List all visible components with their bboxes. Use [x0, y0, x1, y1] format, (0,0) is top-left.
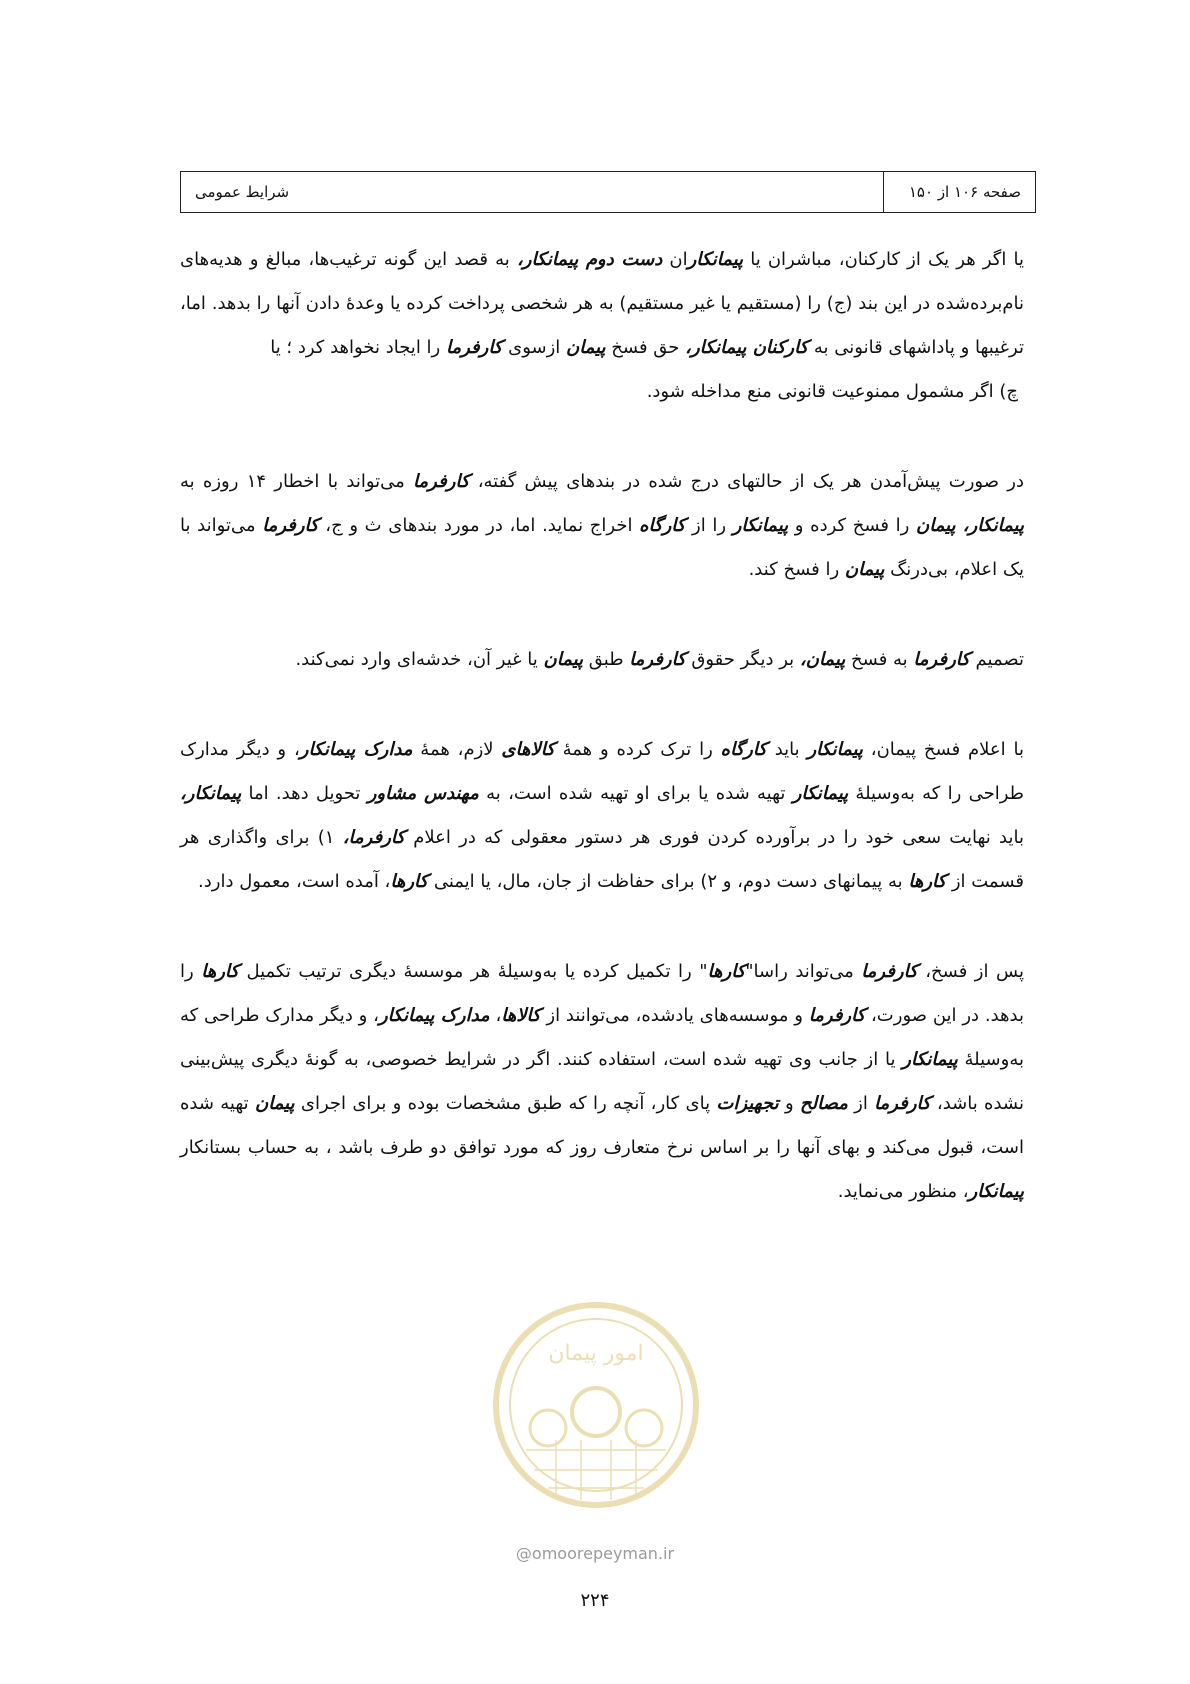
text-run: پس از فسخ، [917, 961, 1024, 982]
gear-icon [626, 1410, 662, 1446]
text-run: را ترک کرده و همهٔ [554, 739, 721, 760]
term: دست دوم پیمانکار، [516, 249, 663, 270]
text-run: ازسوی [502, 337, 566, 358]
paragraph-5 [180, 950, 1024, 1214]
term: کارگاه [720, 739, 767, 760]
text-run: به قصد این گونه ترغیب‌ها، مبالغ و هدیه‌های نام‌برده‌شده در این بند (ج) را (مستقیم یا غیر مستقیم) به هر شخصی پرداخت کرده یا وعدهٔ دادن آنها را بدهد. اما، ترغیبها و پاداشهای قانونی به [180, 249, 1024, 358]
term: کارفرما [629, 649, 686, 670]
term: مصالح [800, 1093, 848, 1114]
text-run: و موسسه‌های یادشده، می‌توانند از [540, 1005, 809, 1026]
term: کارفرما [413, 471, 470, 492]
term: کارفرما، [342, 827, 405, 848]
term: تجهیزات [716, 1093, 779, 1114]
text-run: می‌تواند با اخطار ۱۴ روزه به [180, 471, 414, 492]
text-run: و [778, 1093, 800, 1114]
page-number: ۲۲۴ [580, 1590, 610, 1611]
text-run: " را تکمیل کرده یا به‌وسیلهٔ هر موسسهٔ دیگری ترتیب تکمیل [238, 961, 708, 982]
term: کالاهای [501, 739, 555, 760]
term: پیمان [566, 337, 606, 358]
text-run: اخراج نماید. اما، در مورد بندهای ث و ج، [318, 515, 640, 536]
text-run: ان [662, 249, 688, 270]
term: پیمان، [799, 649, 846, 670]
page-header [180, 171, 1036, 213]
text-run: تصمیم [969, 649, 1024, 670]
term: کارفرما [262, 515, 319, 536]
text-run: را ایجاد نخواهد کرد ؛ یا [270, 337, 446, 358]
clause-che: چ) اگر مشمول ممنوعیت قانونی منع مداخله شود. [646, 381, 1018, 402]
term: کارها [908, 871, 947, 892]
paragraph-1 [180, 238, 1024, 370]
text-run: ، منظور می‌نماید. [837, 1181, 969, 1202]
text-run: با اعلام فسخ پیمان، [862, 739, 1024, 760]
text-run: را از [685, 515, 733, 536]
text-run: ، آمده است، معمول دارد. [198, 871, 391, 892]
text-run: حق فسخ [605, 337, 686, 358]
term: کارفرما [874, 1093, 931, 1114]
text-run: را فسخ کرده و [788, 515, 916, 536]
text-run: ، و دیگر مدارک طراحی را که به‌وسیلهٔ [180, 739, 1024, 804]
term: پیمان [844, 559, 885, 580]
text-run: یا از جانب وی تهیه شده است، استفاده کنند. اگر در شرایط خصوصی، به گونهٔ دیگری پیش‌بینی نشده باشد، [180, 1049, 1025, 1114]
text-run: یا غیر آن، خدشه‌ای وارد نمی‌کند. [295, 649, 544, 670]
term: کارفرما [808, 1005, 866, 1026]
term: پیمانکار [732, 515, 789, 536]
term: کارها [201, 961, 239, 982]
text-run: ، و دیگر مدارک طراحی که به‌وسیلهٔ [180, 1005, 1024, 1070]
watermark-site: @omoorepeyman.ir [515, 1544, 675, 1563]
text-run: تحویل دهد. اما [241, 783, 368, 804]
watermark-seal [486, 1300, 706, 1510]
text-run: بر دیگر حقوق [685, 649, 800, 670]
text-run: طبق [583, 649, 630, 670]
term: کارگاه [639, 515, 686, 536]
text-run: لازم، همهٔ [412, 739, 502, 760]
term: کارها [390, 871, 429, 892]
term: پیمانکار [792, 783, 849, 804]
paragraph-4 [180, 728, 1024, 904]
text-run: باید نهایت سعی خود را در برآورده کردن فوری هر دستور معقولی که در اعلام [404, 827, 1024, 848]
gear-icon [572, 1388, 620, 1436]
term: مدارک پیمانکار [299, 739, 413, 760]
text-run: به فسخ [845, 649, 914, 670]
text-run: تهیه شده است، قبول می‌کند و بهای آنها را بر اساس نرخ متعارف روز که مورد توافق دو طرف باشد ، به حساب بستانکار [180, 1093, 1024, 1158]
term: پیمان [543, 649, 584, 670]
term: پیمانکار [807, 739, 863, 760]
term: پیمانکار، پیمان [915, 515, 1024, 536]
text-run: می‌تواند با یک اعلام، بی‌درنگ [180, 515, 1024, 580]
term: کارفرما [913, 649, 970, 670]
text-run: ۱) برای واگذاری هر قسمت از [180, 827, 1024, 892]
gear-icon [530, 1410, 566, 1446]
paragraph-3 [180, 638, 1024, 682]
term: پیمانکار، [180, 783, 242, 804]
term: کارها [707, 961, 746, 982]
paragraph-2 [180, 460, 1024, 592]
text-run: می‌تواند راسا" [745, 961, 862, 982]
text-run: یا اگر هر یک از کارکنان، مباشران یا [743, 249, 1024, 270]
body-text [180, 238, 1024, 1214]
text-run: تهیه شده یا برای او تهیه شده است، به [478, 783, 793, 804]
term: پیمان [254, 1093, 295, 1114]
text-run: در صورت پیش‌آمدن هر یک از حالتهای درج شده در بندهای پیش گفته، [469, 471, 1024, 492]
text-run: از [847, 1093, 875, 1114]
term: کارفرما [861, 961, 918, 982]
page-label: صفحه ۱۰۶ از ۱۵۰ [883, 172, 1035, 212]
term: پیمانکار [687, 249, 744, 270]
term: پیمانکار [902, 1049, 958, 1070]
text-run: ، [489, 1005, 502, 1026]
term: پیمانکار [968, 1181, 1024, 1202]
term: کارکنان پیمانکار، [685, 337, 809, 358]
text-run: به پیمانهای دست دوم، و ۲) برای حفاظت از جان، مال، یا ایمنی [428, 871, 909, 892]
text-run: را فسخ کند. [748, 559, 845, 580]
term: کارفرما [445, 337, 503, 358]
text-run: باید [766, 739, 808, 760]
section-title: شرایط عمومی [195, 183, 290, 201]
seal-text: امور پیمان [548, 1341, 644, 1366]
text-run: را بدهد. در این صورت، [180, 961, 1024, 1026]
term: مدارک پیمانکار [378, 1005, 490, 1026]
term: مهندس مشاور [367, 783, 479, 804]
term: کالاها [501, 1005, 541, 1026]
text-run: پای کار، آنچه را که طبق مشخصات بوده و برای اجرای [294, 1093, 717, 1114]
